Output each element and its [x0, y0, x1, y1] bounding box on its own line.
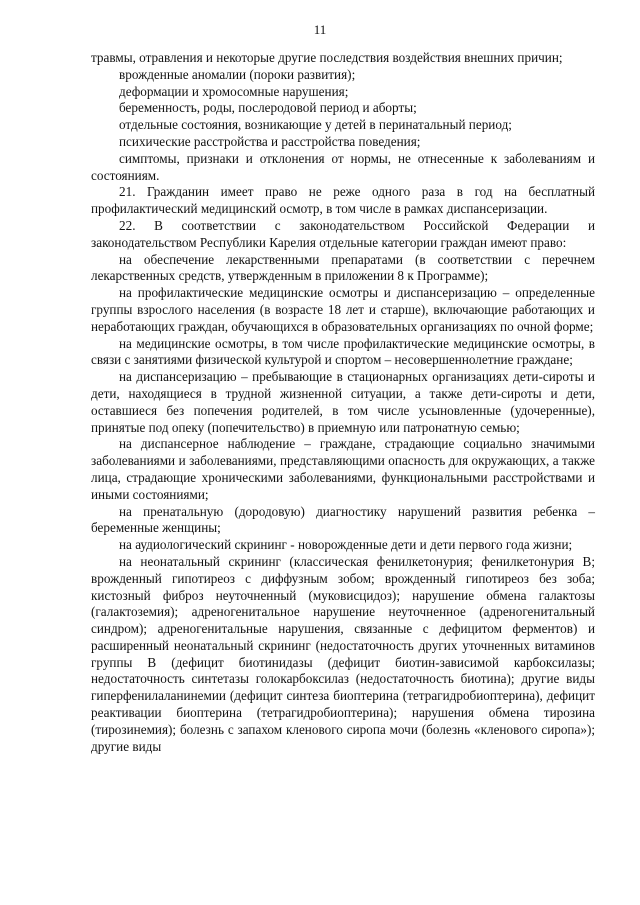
paragraph-mental-disorders: психические расстройства и расстройства поведения; [119, 133, 421, 149]
paragraph-congenital-anomalies: врожденные аномалии (пороки развития); [119, 66, 356, 82]
paragraph-neonatal-screening: на неонатальный скрининг (классическая фенилкетонурия; фенилкетонурия B; врожденный гипотиреоз с диффузным зобом; врожденный гипотиреоз без зоба; кистозный фиброз неуточненный (муковисцидоз); нарушение обмена галактозы (галактоземия); адреногенитальное нарушение неуточненное (адреногенитальный синдром); адреногенитальные нарушения, связанные с дефицитом ферментов) и расширенный неонатальный скрининг (недостаточность других уточненных витаминов группы B (дефицит биотинидазы (дефицит биотин-зависимой карбоксилазы; недостаточность синтетазы голокарбоксилаз (недостаточность биотина); другие виды гиперфенилаланинемии (дефицит синтеза биоптерина (тетрагидробиоптерина), дефицит реактивации биоптерина (тетрагидробиоптерина); нарушения обмена тирозина (тирозинемия); болезнь с запахом кленового сиропа мочи (болезнь «кленового сиропа»); другие виды [91, 553, 595, 754]
paragraph-symptoms: симптомы, признаки и отклонения от нормы, не отнесенные к заболеваниям и состояниям. [91, 150, 595, 183]
paragraph-medicines: на обеспечение лекарственными препаратами (в соответствии с перечнем лекарственных средств, утвержденным в приложении 8 к Программе); [91, 251, 595, 284]
paragraph-item-21: 21. Гражданин имеет право не реже одного раза в год на бесплатный профилактический медицинский осмотр, в том числе в рамках диспансеризации. [91, 184, 595, 217]
paragraph-pregnancy: беременность, роды, послеродовой период и аборты; [119, 100, 417, 116]
paragraph-chromosomal-disorders: деформации и хромосомные нарушения; [119, 83, 349, 99]
paragraph-audiological-screening: на аудиологический скрининг - новорожденные дети и дети первого года жизни; [119, 537, 573, 553]
paragraph-preventive-exams: на профилактические медицинские осмотры и диспансеризацию – определенные группы взрослого населения (в возрасте 18 лет и старше), включающие работающих и неработающих граждан, обучающихся в образовательных организациях по очной форме; [91, 285, 595, 334]
paragraph-dispensary-observation: на диспансерное наблюдение – граждане, страдающие социально значимыми заболеваниями и заболеваниями, представляющими опасность для окружающих, а также лица, страдающие хроническими заболеваниями, функциональными расстройствами и иными состояниями; [91, 436, 595, 502]
paragraph-dispensary-orphans: на диспансеризацию – пребывающие в стационарных организациях дети-сироты и дети, находящиеся в трудной жизненной ситуации, а также дети-сироты и дети, оставшиеся без попечения родителей, в том числе усыновленные (удочеренные), принятые под опеку (попечительство) в приемную или патронатную семью; [91, 369, 595, 435]
document-body [91, 50, 595, 755]
paragraph-injuries: травмы, отравления и некоторые другие последствия воздействия внешних причин; [91, 50, 563, 65]
paragraph-perinatal: отдельные состояния, возникающие у детей в перинатальный период; [119, 117, 512, 133]
page-number: 11 [313, 22, 327, 37]
paragraph-item-22: 22. В соответствии с законодательством Российской Федерации и законодательством Республики Карелия отдельные категории граждан имеют право: [91, 217, 595, 250]
paragraph-sport-exams: на медицинские осмотры, в том числе профилактические медицинские осмотры, в связи с занятиями физической культурой и спортом – несовершеннолетние граждане; [91, 335, 595, 368]
paragraph-prenatal-diagnostics: на пренатальную (дородовую) диагностику нарушений развития ребенка – беременные женщины; [91, 503, 595, 536]
